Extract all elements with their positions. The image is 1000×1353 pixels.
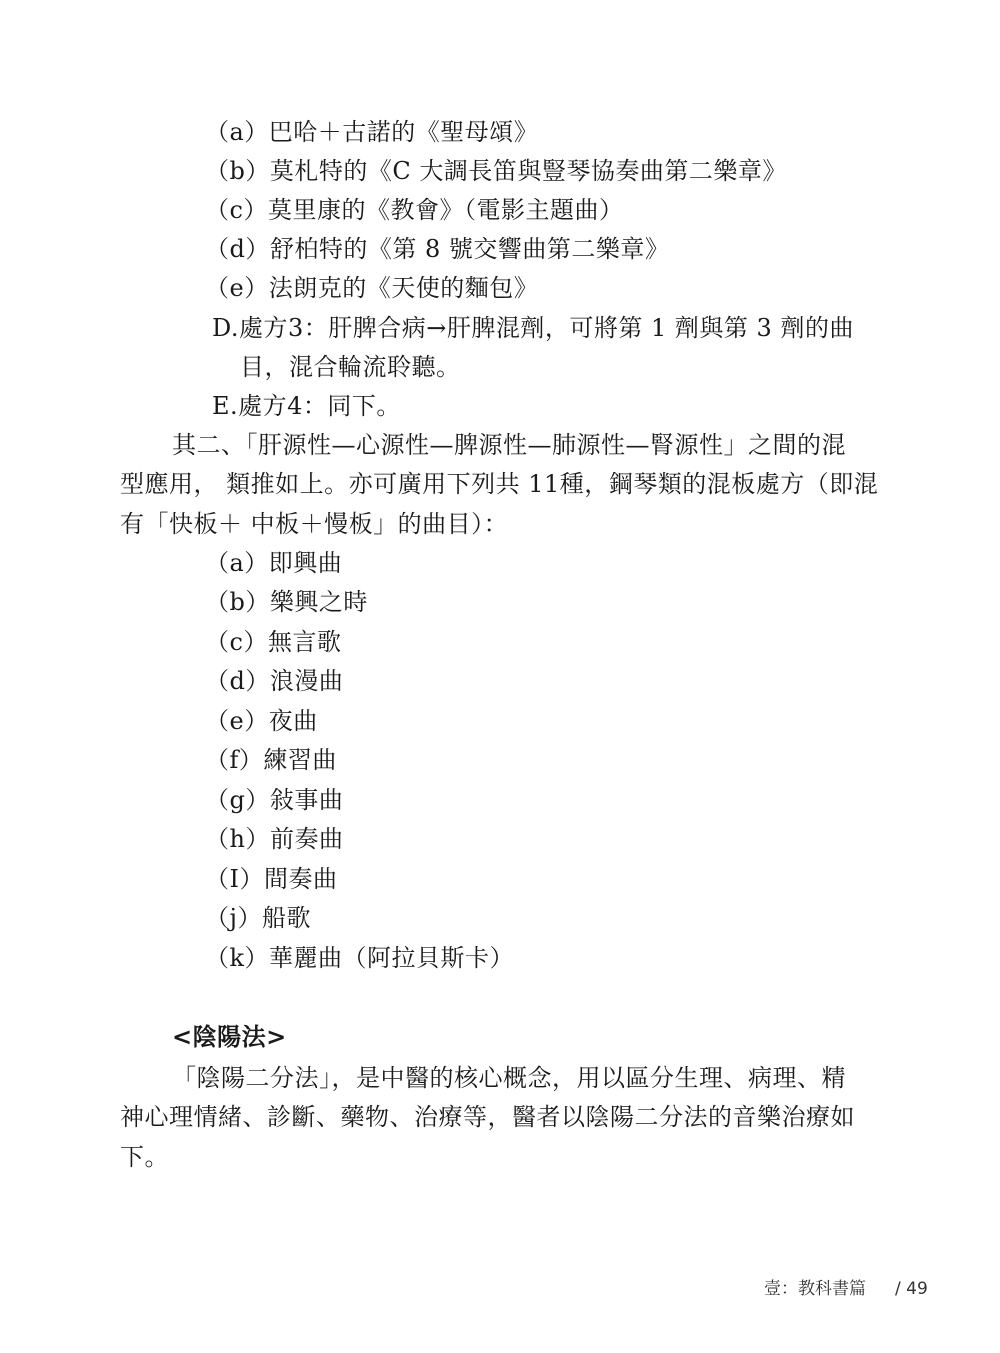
list-item: （I）間奏曲 — [205, 865, 338, 893]
list-item: （e）夜曲 — [205, 707, 318, 735]
paragraph-line: 型應用， 類推如上。亦可廣用下列共 11種，鋼琴類的混板處方（即混 — [120, 470, 879, 498]
footer-page-number: / 49 — [895, 1279, 928, 1299]
paragraph-line: 下。 — [120, 1143, 169, 1171]
list-item: （b）莫札特的《C 大調長笛與豎琴協奏曲第二樂章》 — [205, 157, 787, 185]
list-item: （f）練習曲 — [205, 746, 337, 774]
list-item: （c）莫里康的《教會》（電影主題曲） — [205, 196, 624, 224]
list-item: （c）無言歌 — [205, 628, 342, 656]
section-heading: <陰陽法> — [172, 1022, 287, 1051]
list-item: （j）船歌 — [205, 904, 311, 932]
prescription-d-line1: D.處方3：肝脾合病→肝脾混劑，可將第 1 劑與第 3 劑的曲 — [212, 314, 854, 342]
list-item: （h）前奏曲 — [205, 825, 344, 853]
list-item: （k）華麗曲（阿拉貝斯卡） — [205, 944, 515, 972]
prescription-d-line2: 目，混合輪流聆聽。 — [240, 353, 461, 381]
list-item: （d）舒柏特的《第 8 號交響曲第二樂章》 — [205, 235, 670, 263]
list-item: （d）浪漫曲 — [205, 667, 344, 695]
list-item: （a）即興曲 — [205, 549, 343, 577]
paragraph-line: 有「快板＋ 中板＋慢板」的曲目）： — [120, 510, 509, 538]
paragraph-line: 神心理情緒、診斷、藥物、治療等，醫者以陰陽二分法的音樂治療如 — [120, 1103, 855, 1131]
list-item: （b）樂興之時 — [205, 588, 368, 616]
prescription-e: E.處方4：同下。 — [212, 392, 401, 420]
list-item: （a）巴哈＋古諾的《聖母頌》 — [205, 118, 539, 146]
list-item: （g）敍事曲 — [205, 786, 344, 814]
list-item: （e）法朗克的《天使的麵包》 — [205, 274, 539, 302]
footer-section-title: 壹：教科書篇 — [764, 1279, 866, 1299]
paragraph-line: 其二、「肝源性—心源性—脾源性—肺源性—腎源性」之間的混 — [172, 431, 846, 459]
paragraph-line: 「陰陽二分法」，是中醫的核心概念，用以區分生理、病理、精 — [172, 1064, 846, 1092]
